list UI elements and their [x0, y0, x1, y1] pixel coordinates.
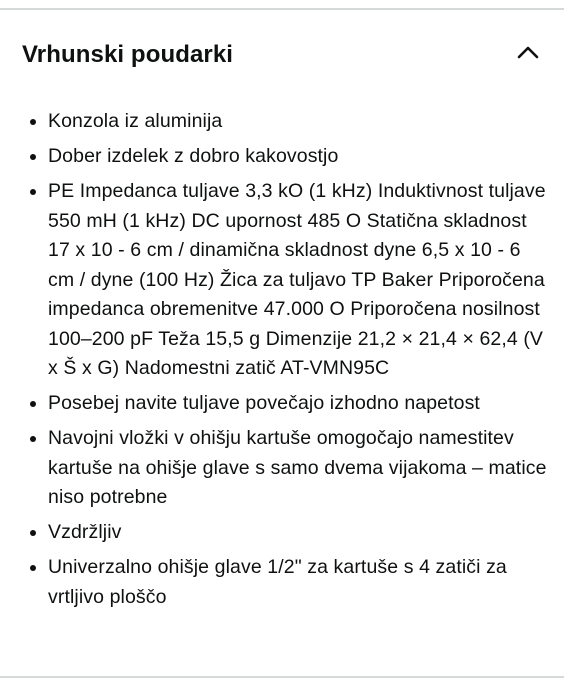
highlights-list	[22, 107, 548, 618]
list-item-text: Posebej navite tuljave povečajo izhodno napetost	[48, 392, 480, 414]
list-item	[22, 142, 548, 172]
bullet-icon	[30, 189, 36, 195]
bullet-icon	[30, 436, 36, 442]
bullet-icon	[30, 401, 36, 407]
list-item-text: PE Impedanca tuljave 3,3 kO (1 kHz) Induktivnost tuljave 550 mH (1 kHz) DC upornost 485 O Statična skladnost 17 x 10 - 6 cm / dinamična skladnost dyne 6,5 x 10 - 6 cm / dyne (100 Hz) Žica za tuljavo TP Baker Priporočena impedanca obremenitve 47.000 O Priporočena nosilnost 100–200 pF Teža 15,5 g Dimenzije 21,2 × 21,4 × 62,4 (V x Š x G) Nadomestni zatič AT-VMN95C	[48, 180, 546, 379]
highlights-section	[0, 12, 564, 677]
bullet-icon	[30, 154, 36, 160]
list-item-text: Vzdržljiv	[48, 521, 122, 543]
list-item-text: Univerzalno ohišje glave 1/2" za kartuše s 4 zatiči za vrtljivo ploščo	[48, 556, 507, 608]
list-item-text: Konzola iz aluminija	[48, 110, 223, 132]
list-item	[22, 424, 548, 513]
bullet-icon	[30, 565, 36, 571]
list-item	[22, 107, 548, 137]
list-item	[22, 553, 548, 612]
section-header[interactable]	[0, 12, 564, 92]
list-item	[22, 389, 548, 419]
top-divider	[0, 0, 564, 10]
list-item-text: Dober izdelek z dobro kakovostjo	[48, 145, 339, 167]
list-item	[22, 518, 548, 548]
list-item	[22, 177, 548, 384]
bullet-icon	[30, 119, 36, 125]
bullet-icon	[30, 530, 36, 536]
chevron-up-icon[interactable]	[514, 40, 542, 64]
bottom-divider	[0, 676, 564, 678]
section-title: Vrhunski poudarki	[22, 41, 234, 68]
list-item-text: Navojni vložki v ohišju kartuše omogočajo namestitev kartuše na ohišje glave s samo dvema vijakoma – matice niso potrebne	[48, 427, 547, 508]
